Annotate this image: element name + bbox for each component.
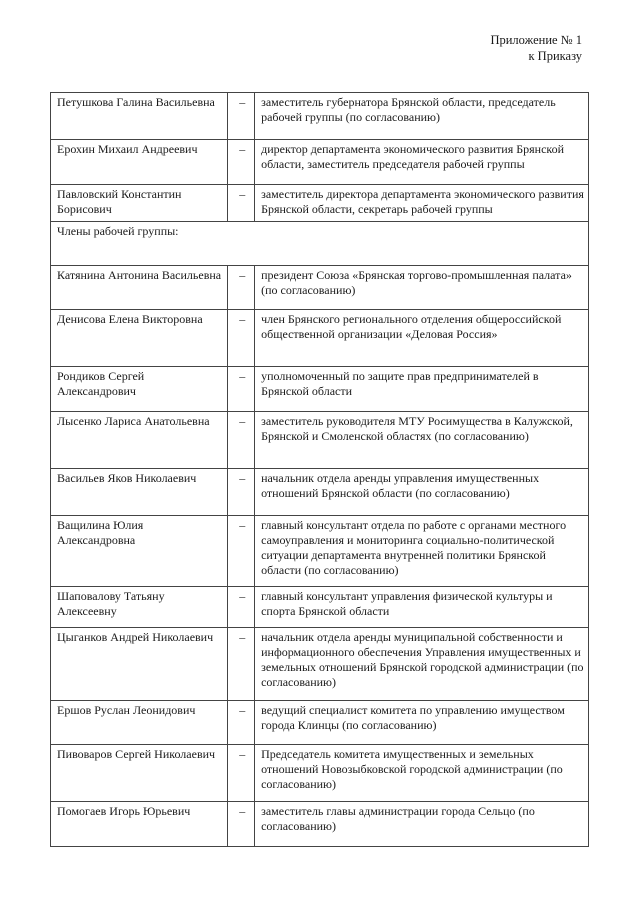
member-row: [51, 469, 589, 516]
dash-separator: –: [228, 412, 255, 469]
dash-separator: –: [228, 469, 255, 516]
leader-row: [51, 185, 589, 222]
member-role: начальник отдела аренды управления имущественных отношений Брянской области (по согласованию): [255, 469, 589, 516]
member-name: Лысенко Лариса Анатольевна: [51, 412, 228, 469]
dash-separator: –: [228, 587, 255, 628]
member-name: Шаповалову Татьяну Алексеевну: [51, 587, 228, 628]
members-heading: Члены рабочей группы:: [51, 222, 589, 266]
member-role: уполномоченный по защите прав предпринимателей в Брянской области: [255, 367, 589, 412]
member-name: Цыганков Андрей Николаевич: [51, 628, 228, 701]
member-row: [51, 367, 589, 412]
member-row: [51, 310, 589, 367]
working-group-table: [50, 92, 589, 847]
dash-separator: –: [228, 140, 255, 185]
appendix-header: [490, 32, 582, 64]
member-role: заместитель директора департамента экономического развития Брянской области, секретарь рабочей группы: [255, 185, 589, 222]
member-role: начальник отдела аренды муниципальной собственности и информационного обеспечения Управления имущественных и земельных отношений Брянской городской администрации (по согласованию): [255, 628, 589, 701]
member-name: Ершов Руслан Леонидович: [51, 701, 228, 745]
member-name: Денисова Елена Викторовна: [51, 310, 228, 367]
dash-separator: –: [228, 802, 255, 847]
member-row: [51, 266, 589, 310]
member-role: главный консультант отдела по работе с органами местного самоуправления и мониторинга социально-политической ситуации департамента внутренней политики Брянской области (по согласованию): [255, 516, 589, 587]
member-name: Ерохин Михаил Андреевич: [51, 140, 228, 185]
member-role: заместитель руководителя МТУ Росимущества в Калужской, Брянской и Смоленской областях (по согласованию): [255, 412, 589, 469]
member-role: президент Союза «Брянская торгово-промышленная палата» (по согласованию): [255, 266, 589, 310]
member-role: главный консультант управления физической культуры и спорта Брянской области: [255, 587, 589, 628]
member-name: Рондиков Сергей Александрович: [51, 367, 228, 412]
member-row: [51, 802, 589, 847]
appendix-number: Приложение № 1: [490, 33, 582, 47]
member-role: член Брянского регионального отделения общероссийской общественной организации «Деловая Россия»: [255, 310, 589, 367]
member-role: Председатель комитета имущественных и земельных отношений Новозыбковской городской администрации (по согласованию): [255, 745, 589, 802]
member-role: директор департамента экономического развития Брянской области, заместитель председателя рабочей группы: [255, 140, 589, 185]
dash-separator: –: [228, 628, 255, 701]
dash-separator: –: [228, 185, 255, 222]
dash-separator: –: [228, 93, 255, 140]
member-row: [51, 516, 589, 587]
dash-separator: –: [228, 266, 255, 310]
dash-separator: –: [228, 516, 255, 587]
member-row: [51, 628, 589, 701]
member-name: Пивоваров Сергей Николаевич: [51, 745, 228, 802]
member-role: заместитель губернатора Брянской области, председатель рабочей группы (по согласованию): [255, 93, 589, 140]
dash-separator: –: [228, 367, 255, 412]
leader-row: [51, 140, 589, 185]
member-row: [51, 745, 589, 802]
member-name: Ващилина Юлия Александровна: [51, 516, 228, 587]
dash-separator: –: [228, 745, 255, 802]
appendix-order-ref: к Приказу: [528, 49, 582, 63]
member-name: Петушкова Галина Васильевна: [51, 93, 228, 140]
member-name: Катянина Антонина Васильевна: [51, 266, 228, 310]
leader-row: [51, 93, 589, 140]
member-name: Васильев Яков Николаевич: [51, 469, 228, 516]
member-role: ведущий специалист комитета по управлению имуществом города Клинцы (по согласованию): [255, 701, 589, 745]
member-name: Павловский Константин Борисович: [51, 185, 228, 222]
dash-separator: –: [228, 701, 255, 745]
members-heading-row: [51, 222, 589, 266]
member-row: [51, 701, 589, 745]
member-role: заместитель главы администрации города Сельцо (по согласованию): [255, 802, 589, 847]
member-row: [51, 587, 589, 628]
dash-separator: –: [228, 310, 255, 367]
member-row: [51, 412, 589, 469]
member-name: Помогаев Игорь Юрьевич: [51, 802, 228, 847]
